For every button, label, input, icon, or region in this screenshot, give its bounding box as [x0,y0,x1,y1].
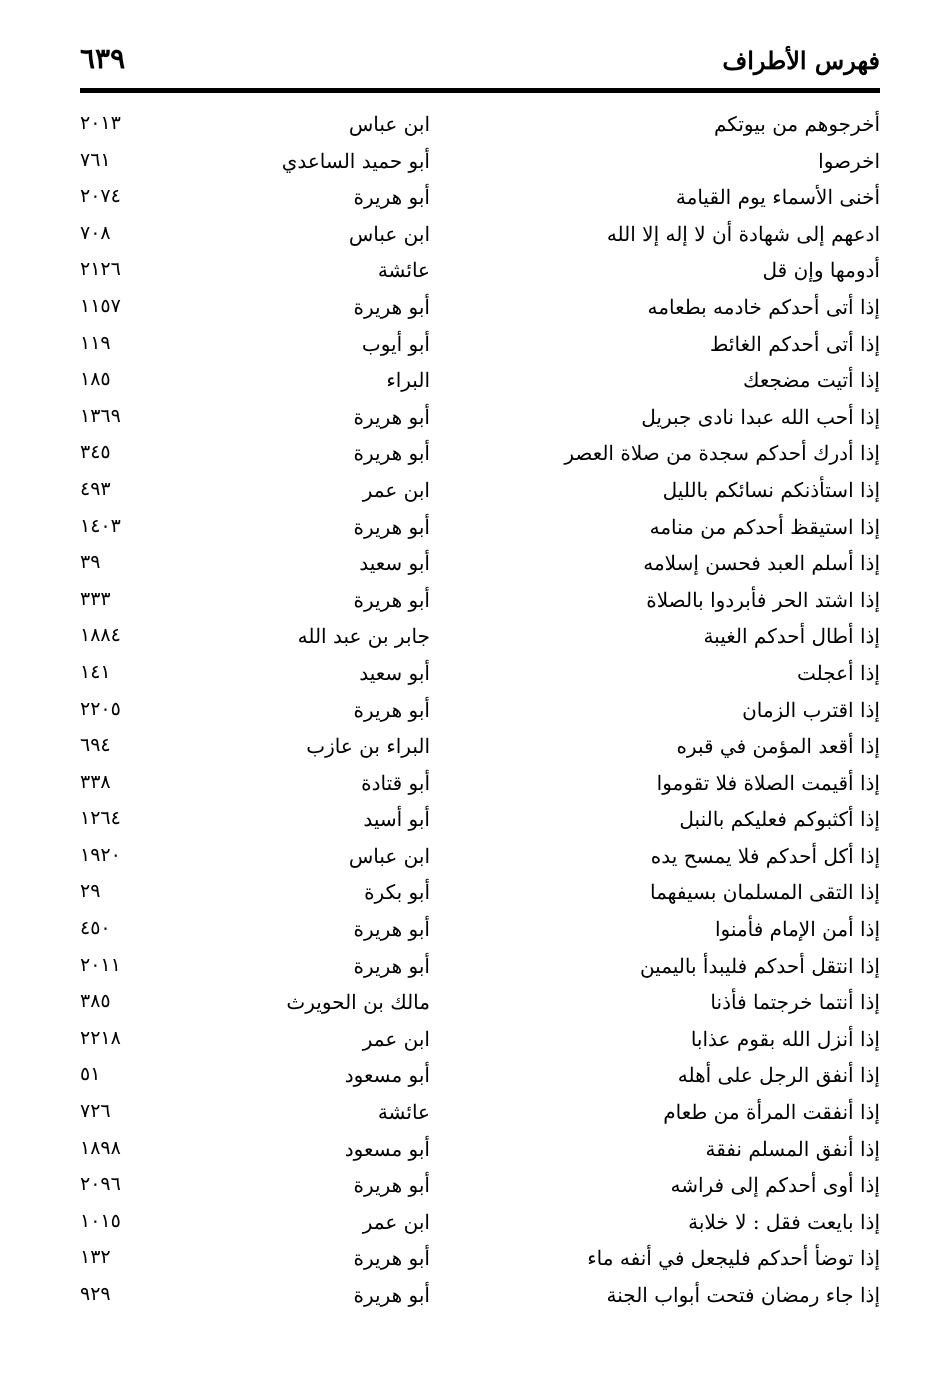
narrator-name: ابن عمر [362,477,430,502]
narrator-name: ابن عمر [362,1209,430,1234]
hadith-opening: إذا بايعت فقل : لا خلابة [688,1209,880,1234]
narrator-name: أبو سعيد [359,551,430,576]
index-entry [80,547,880,584]
narrator-name: عائشة [377,258,430,283]
hadith-number: ٥١ [80,1063,101,1086]
index-entry [80,291,880,328]
index-entry [80,913,880,950]
index-entries [80,108,880,1316]
hadith-opening: إذا التقى المسلمان بسيفهما [649,880,880,905]
page-number: ٦٣٩ [80,42,126,75]
index-entry [80,1023,880,1060]
narrator-name: أبو بكرة [364,880,430,905]
index-entry [80,1059,880,1096]
index-entry [80,1133,880,1170]
hadith-number: ٧٢٦ [80,1100,111,1123]
narrator-name: البراء بن عازب [306,734,430,759]
hadith-number: ١٨٨٤ [80,624,121,647]
index-entry [80,145,880,182]
narrator-name: أبو هريرة [353,1246,430,1271]
hadith-opening: إذا اشتد الحر فأبردوا بالصلاة [646,587,880,612]
hadith-opening: إذا أقعد المؤمن في قبره [676,734,880,759]
hadith-number: ١١٥٧ [80,294,121,317]
narrator-name: أبو سعيد [359,660,430,685]
index-entry [80,218,880,255]
index-entry [80,584,880,621]
narrator-name: أبو أسيد [363,807,430,832]
narrator-name: جابر بن عبد الله [297,624,430,649]
hadith-number: ١٤٠٣ [80,514,121,537]
index-entry [80,181,880,218]
hadith-opening: إذا انتقل أحدكم فليبدأ باليمين [639,953,880,978]
index-entry [80,437,880,474]
index-entry [80,986,880,1023]
hadith-opening: إذا أحب الله عبدا نادى جبريل [641,404,880,429]
hadith-opening: إذا أوى أحدكم إلى فراشه [670,1173,880,1198]
narrator-name: أبو هريرة [353,294,430,319]
hadith-opening: إذا توضأ أحدكم فليجعل في أنفه ماء [587,1246,880,1271]
hadith-opening: أخنى الأسماء يوم القيامة [675,185,880,210]
index-entry [80,364,880,401]
index-entry [80,401,880,438]
header-rule [80,88,880,93]
page-header [80,42,880,86]
narrator-name: أبو هريرة [353,587,430,612]
hadith-opening: ادعهم إلى شهادة أن لا إله إلا الله [606,221,880,246]
narrator-name: أبو هريرة [353,697,430,722]
narrator-name: أبو حميد الساعدي [281,148,430,173]
hadith-number: ٧٠٨ [80,221,111,244]
hadith-number: ٢١٢٦ [80,258,121,281]
hadith-opening: أخرجوهم من بيوتكم [713,112,880,136]
hadith-opening: إذا أسلم العبد فحسن إسلامه [643,551,880,576]
hadith-number: ٢٠٩٦ [80,1173,121,1196]
index-entry [80,694,880,731]
narrator-name: أبو أيوب [361,331,430,356]
index-entry [80,1206,880,1243]
hadith-number: ٢٢٠٥ [80,697,121,720]
hadith-number: ٩٢٩ [80,1283,111,1305]
hadith-opening: إذا أنفق المسلم نفقة [705,1136,880,1161]
index-entry [80,876,880,913]
hadith-number: ١٨٥ [80,368,111,391]
hadith-opening: إذا أنزل الله بقوم عذابا [690,1026,880,1051]
narrator-name: ابن عباس [348,843,430,868]
narrator-name: أبو هريرة [353,404,430,429]
narrator-name: أبو هريرة [353,1283,430,1307]
hadith-opening: إذا أتيت مضجعك [742,368,880,393]
hadith-number: ٢٩ [80,880,101,903]
narrator-name: عائشة [377,1100,430,1125]
index-entry [80,767,880,804]
index-entry [80,1279,880,1316]
index-entry [80,1169,880,1206]
index-entry [80,108,880,145]
hadith-opening: إذا أطال أحدكم الغيبة [703,624,880,649]
narrator-name: أبو هريرة [353,917,430,942]
hadith-number: ٣٨٥ [80,990,111,1013]
hadith-opening: إذا أنفقت المرأة من طعام [663,1100,880,1125]
narrator-name: أبو مسعود [344,1063,430,1088]
hadith-opening: إذا أتى أحدكم خادمه بطعامه [647,294,880,319]
hadith-number: ٣٤٥ [80,441,111,464]
hadith-number: ٢٠٧٤ [80,185,121,208]
hadith-number: ٣٣٨ [80,770,111,793]
narrator-name: أبو هريرة [353,185,430,210]
hadith-number: ٢٠١١ [80,953,121,976]
hadith-number: ١٨٩٨ [80,1136,121,1159]
hadith-number: ١٢٦٤ [80,807,121,830]
narrator-name: أبو هريرة [353,514,430,539]
index-entry [80,254,880,291]
narrator-name: أبو مسعود [344,1136,430,1161]
hadith-opening: إذا أقيمت الصلاة فلا تقوموا [656,770,880,795]
hadith-number: ١٣٦٩ [80,404,121,427]
index-entry [80,730,880,767]
narrator-name: مالك بن الحويرث [286,990,430,1015]
hadith-number: ٧٦١ [80,148,111,171]
hadith-opening: إذا أمن الإمام فأمنوا [714,917,880,942]
hadith-number: ٤٥٠ [80,917,111,940]
narrator-name: البراء [386,368,430,393]
running-title: فهرس الأطراف [722,46,880,75]
hadith-opening: إذا اقترب الزمان [742,697,880,722]
narrator-name: ابن عمر [362,1026,430,1051]
narrator-name: أبو هريرة [353,441,430,466]
hadith-number: ٤٩٣ [80,477,111,500]
hadith-opening: أدومها وإن قل [762,258,880,283]
narrator-name: ابن عباس [348,112,430,136]
hadith-number: ١٠١٥ [80,1209,121,1232]
index-entry [80,840,880,877]
hadith-number: ١٤١ [80,660,111,683]
index-entry [80,620,880,657]
hadith-number: ٢٢١٨ [80,1026,121,1049]
hadith-number: ١٣٢ [80,1246,111,1269]
index-entry [80,803,880,840]
hadith-number: ١١٩ [80,331,111,354]
narrator-name: أبو هريرة [353,1173,430,1198]
hadith-opening: إذا أنتما خرجتما فأذنا [710,990,880,1015]
hadith-opening: إذا استأذنكم نسائكم بالليل [662,477,880,502]
hadith-number: ١٩٢٠ [80,843,121,866]
narrator-name: أبو قتادة [361,770,430,795]
hadith-number: ٦٩٤ [80,734,111,757]
index-entry [80,511,880,548]
narrator-name: ابن عباس [348,221,430,246]
hadith-opening: إذا جاء رمضان فتحت أبواب الجنة [606,1283,880,1307]
hadith-opening: إذا أنفق الرجل على أهله [677,1063,880,1088]
hadith-number: ٢٠١٣ [80,112,121,134]
hadith-number: ٣٩ [80,551,101,574]
index-entry [80,328,880,365]
hadith-opening: إذا أدرك أحدكم سجدة من صلاة العصر [564,441,880,466]
hadith-opening: إذا استيقظ أحدكم من منامه [649,514,880,539]
narrator-name: أبو هريرة [353,953,430,978]
hadith-number: ٣٣٣ [80,587,111,610]
hadith-opening: إذا أكل أحدكم فلا يمسح يده [650,843,880,868]
index-entry [80,1096,880,1133]
index-entry [80,474,880,511]
index-entry [80,1242,880,1279]
index-entry [80,657,880,694]
hadith-opening: إذا أكثبوكم فعليكم بالنبل [679,807,880,832]
hadith-opening: إذا أتى أحدكم الغائط [709,331,880,356]
index-entry [80,950,880,987]
hadith-opening: اخرصوا [818,148,880,173]
hadith-opening: إذا أعجلت [796,660,880,685]
